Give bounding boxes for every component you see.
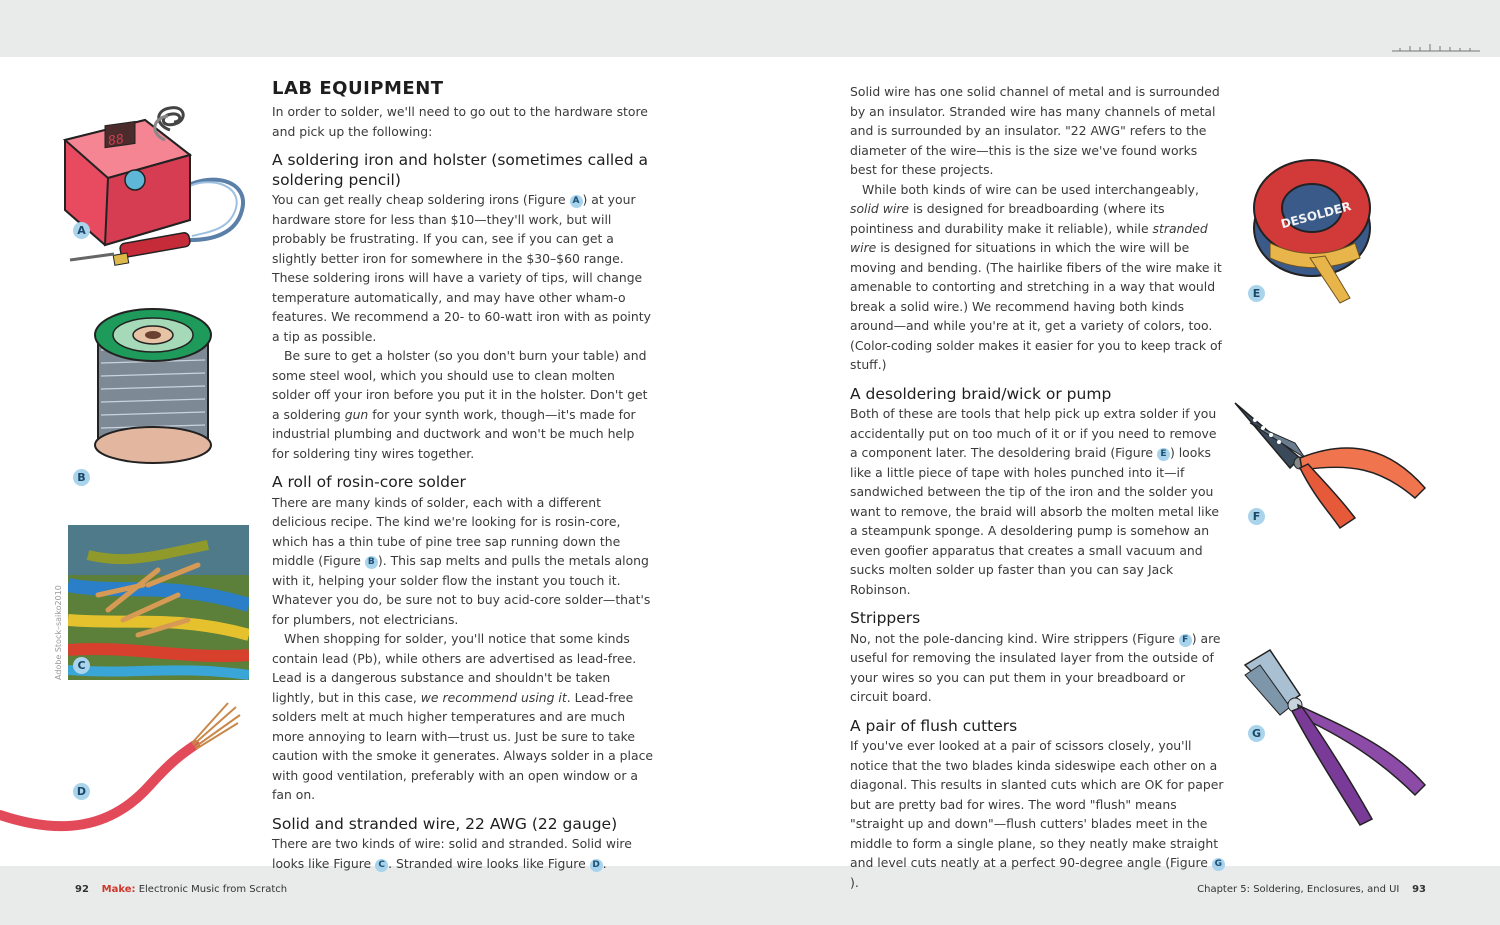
brand-logo: Make: bbox=[101, 884, 136, 895]
soldering-iron-illustration bbox=[60, 100, 252, 268]
paragraph-soldering-iron: You can get really cheap soldering irons (Figure A ) at your hardware store for less than $10—they'll work, but will probably be frustrating. If you can, see if you can get a slightly better iron for somewhere in the $30–$60 range. These soldering irons will have a variety of tips, will change temperature automatically, and may have other wham-o features. We recommend a 20- to 60-watt iron with as pointy a tip as possible. bbox=[272, 192, 651, 344]
paragraph-holster: Be sure to get a holster (so you don't burn your table) and some steel wool, which you should use to clean molten solder off your iron before you put it in the holster. Don't get a soldering gun for your synth work, though—it's made for industrial plumbing and ductwork and won't be much help for soldering tiny wires together. bbox=[272, 348, 648, 461]
heading-flush-cutters: A pair of flush cutters bbox=[850, 716, 1018, 735]
intro-paragraph: In order to solder, we'll need to go out to the hardware store and pick up the following: bbox=[272, 104, 648, 139]
desoldering-braid-illustration bbox=[1250, 148, 1380, 313]
svg-text:88: 88 bbox=[108, 132, 124, 150]
paragraph-flush-cutters: If you've ever looked at a pair of scissors closely, you'll notice that the two blades kinda sideswipe each other on a diagonal. This results in slanted cuts which are OK for paper but are pretty bad for wires. The word "flush" means "straight up and down"—flush cutters' blades meet in the middle to form a single plane, so they neatly make straight and level cuts neatly at a perfect 90-degree angle (Figure G). bbox=[850, 738, 1224, 890]
bottom-band bbox=[0, 866, 1500, 925]
flush-cutters-illustration bbox=[1240, 645, 1430, 830]
solid-wire-illustration bbox=[0, 695, 245, 840]
figure-ref-c: C bbox=[375, 859, 388, 872]
figure-ref-a: A bbox=[570, 195, 583, 208]
paragraph-solid-wire: Solid wire has one solid channel of metal and is surrounded by an insulator. Stranded wire has many channels of metal and is surrounded by an insulator. "22 AWG" refers to the diameter of the wire—this is the size we've found works best for these projects. bbox=[850, 84, 1220, 177]
figure-ref-d: D bbox=[590, 859, 603, 872]
right-column bbox=[850, 82, 1225, 892]
braid-spool-label: DESOLDER bbox=[1279, 199, 1353, 232]
section-title: LAB EQUIPMENT bbox=[272, 78, 444, 99]
paragraph-wire-kinds: While both kinds of wire can be used interchangeably, solid wire is designed for breadboarding (where its pointiness and durability make it reliable), while stranded wire is designed for situations in which the wire will be moving and bending. (The hairlike fibers of the wire make it amenable to contorting and stretching in a way that would break a solid wire.) We recommend having both kinds around—and while you're at it, get a variety of colors, too. (Color-coding solder makes it easier for you to keep track of stuff.) bbox=[850, 181, 1222, 372]
figure-f-label: F bbox=[1248, 508, 1265, 525]
heading-wire: Solid and stranded wire, 22 AWG (22 gauge) bbox=[272, 814, 618, 833]
stranded-wire-photo bbox=[68, 525, 249, 680]
heading-strippers: Strippers bbox=[850, 609, 921, 627]
figure-a-label: A bbox=[73, 222, 90, 239]
paragraph-wire: There are two kinds of wire: solid and stranded. Solid wire looks like Figure C . Stranded wire looks like Figure D . bbox=[272, 836, 632, 871]
left-column bbox=[272, 78, 654, 873]
paragraph-desoldering: Both of these are tools that help pick up extra solder if you accidentally put on too much of it or if you need to remove a component later. The desoldering braid (Figure E ) looks like a little piece of tape with holes punched into it—if sandwiched between the tip of the iron and the solder you want to remove, the braid will absorb the molten metal like a steampunk sponge. A desoldering pump is somehow an even goofier apparatus that creates a small vacuum and sucks molten solder up faster than you can say Jack Robinson. bbox=[850, 406, 1219, 597]
footer-right bbox=[1197, 884, 1426, 895]
figure-ref-e: E bbox=[1157, 448, 1170, 461]
heading-desoldering: A desoldering braid/wick or pump bbox=[850, 384, 1112, 403]
figure-g-label: G bbox=[1248, 725, 1265, 742]
figure-ref-b: B bbox=[365, 556, 378, 569]
paragraph-strippers: No, not the pole-dancing kind. Wire strippers (Figure F ) are useful for removing the insulated layer from the outside of your wires so you can put them in your breadboard or circuit board. bbox=[850, 630, 1221, 704]
right-page-number: 93 bbox=[1412, 884, 1426, 895]
left-page-number: 92 bbox=[75, 884, 89, 895]
chapter-title: Chapter 5: Soldering, Enclosures, and UI bbox=[1197, 884, 1400, 895]
ruler-marks bbox=[1392, 40, 1480, 52]
figure-ref-f: F bbox=[1179, 634, 1192, 647]
solder-spool-illustration bbox=[93, 305, 215, 467]
heading-solder: A roll of rosin-core solder bbox=[272, 473, 466, 491]
figure-b-label: B bbox=[73, 469, 90, 486]
figure-e-label: E bbox=[1248, 285, 1265, 302]
image-credit: Adobe Stock–saiko2010 bbox=[54, 585, 63, 680]
footer-left bbox=[75, 884, 287, 895]
book-title: Electronic Music from Scratch bbox=[138, 884, 288, 895]
figure-ref-g: G bbox=[1212, 858, 1225, 871]
paragraph-solder: There are many kinds of solder, each with a different delicious recipe. The kind we're looking for is rosin-core, which has a thin tube of pine tree sap running down the middle (Figure B ). This sap melts and pulls the metals along with it, helping your solder flow the instant you touch it. Whatever you do, be sure not to buy acid-core solder—that's for plumbers, not electricians. bbox=[272, 494, 651, 627]
paragraph-lead: When shopping for solder, you'll notice that some kinds contain lead (Pb), while others are advertised as lead-free. Lead is a dangerous substance and shouldn't be taken lightly, but in this case, we recommend using it. Lead-free solders melt at much higher temperatures and are much more annoying to learn with—trust us. Just be sure to take caution with the smoke it generates. Always solder in a place with good ventilation, preferably with an open window or a fan on. bbox=[272, 631, 654, 802]
top-band bbox=[0, 0, 1500, 57]
figure-d-label: D bbox=[73, 783, 90, 800]
heading-soldering-iron: A soldering iron and holster (sometimes called a soldering pencil) bbox=[272, 151, 648, 189]
figure-c-label: C bbox=[73, 657, 90, 674]
